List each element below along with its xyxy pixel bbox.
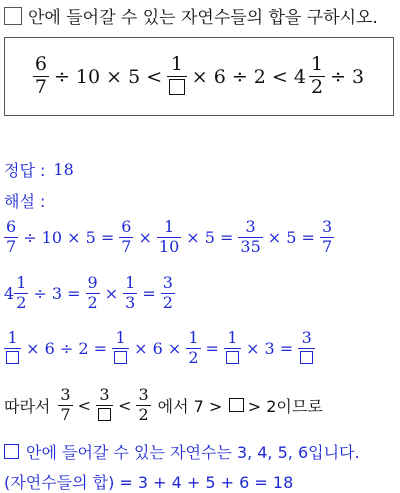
fraction: $\frac{6}{7}$ bbox=[6, 217, 17, 256]
explanation-label-line bbox=[4, 189, 45, 212]
fraction: 1 bbox=[112, 330, 129, 367]
answer-line bbox=[4, 158, 74, 181]
fraction: $\frac{3}{2}$ bbox=[138, 385, 149, 424]
blank-box-icon bbox=[229, 398, 243, 412]
operators: × bbox=[104, 283, 119, 303]
conclusion-text-1: 안에 들어갈 수 있는 자연수는 3, 4, 5, 6입니다. bbox=[26, 443, 360, 462]
answer-value: 18 bbox=[53, 160, 74, 179]
blank-box-icon bbox=[6, 351, 19, 364]
blank-box-icon bbox=[4, 444, 19, 459]
blank-box-icon bbox=[4, 7, 22, 25]
fraction-6-7: $\frac{6}{7}$ bbox=[34, 53, 47, 98]
fraction: 1 bbox=[4, 330, 21, 367]
fraction: $\frac{6}{7}$ bbox=[121, 217, 132, 256]
fraction: $\frac{1}{2}$ bbox=[188, 328, 199, 367]
fraction: $\frac{3}{7}$ bbox=[60, 385, 71, 424]
operators: × 6 ÷ 2 = bbox=[26, 338, 108, 358]
fraction: $\frac{9}{2}$ bbox=[87, 273, 98, 312]
solution-step-1 bbox=[4, 219, 336, 256]
inequality-text: 에서 7 > bbox=[157, 396, 223, 416]
fraction: $\frac{1}{2}$ bbox=[16, 273, 27, 312]
solution-step-3 bbox=[4, 330, 317, 367]
question-text: 안에 들어갈 수 있는 자연수들의 합을 구하시오. bbox=[28, 8, 378, 28]
blank-box-icon bbox=[98, 408, 111, 421]
explanation-label: 해설 : bbox=[4, 192, 46, 211]
blank-box-icon bbox=[169, 79, 185, 95]
fraction: $\frac{3}{35}$ bbox=[240, 217, 261, 256]
fraction-1-box: 1 bbox=[167, 55, 187, 98]
operators: × 5 = bbox=[186, 227, 234, 247]
fraction: $\frac{1}{3}$ bbox=[125, 273, 136, 312]
inequality-end-text: > 2이므로 bbox=[247, 396, 323, 416]
fraction: 3 bbox=[96, 387, 113, 424]
operators: × 6 × bbox=[134, 338, 182, 358]
problem-expression-box bbox=[4, 37, 394, 116]
whole-number: 4 bbox=[4, 283, 15, 303]
blank-box-icon bbox=[114, 351, 127, 364]
blank-box-icon bbox=[300, 351, 313, 364]
fraction: $\frac{3}{2}$ bbox=[162, 273, 173, 312]
conclusion-line-1 bbox=[4, 440, 360, 463]
answer-label: 정답 : bbox=[4, 161, 46, 180]
conclusion-text-2: (자연수들의 합) = 3 + 4 + 5 + 6 = 18 bbox=[4, 473, 294, 492]
therefore-text: 따라서 bbox=[4, 396, 51, 416]
operators: ÷ 10 × 5 = bbox=[23, 227, 115, 247]
blank-box-icon bbox=[226, 351, 239, 364]
fraction: $\frac{3}{7}$ bbox=[321, 217, 333, 256]
question-line bbox=[4, 3, 378, 28]
fraction-1-2: $\frac{1}{2}$ bbox=[310, 53, 324, 98]
operators: × 3 = bbox=[246, 338, 294, 358]
operators: = bbox=[142, 283, 156, 303]
operators: < bbox=[118, 395, 132, 415]
expr-ops-2: × 6 ÷ 2 < 4 bbox=[191, 65, 306, 88]
fraction: $\frac{1}{10}$ bbox=[158, 217, 180, 256]
expr-ops-1: ÷ 10 × 5 < bbox=[53, 65, 163, 88]
solution-step-4 bbox=[4, 387, 323, 424]
operators: × bbox=[138, 227, 152, 247]
fraction: 3 bbox=[298, 330, 315, 367]
operators: × 5 = bbox=[267, 227, 315, 247]
operators: ÷ 3 = bbox=[33, 283, 81, 303]
operators: < bbox=[77, 395, 91, 415]
expr-ops-3: ÷ 3 bbox=[330, 65, 365, 88]
conclusion-line-2 bbox=[4, 470, 293, 493]
fraction: 1 bbox=[224, 330, 241, 367]
solution-step-2 bbox=[4, 275, 177, 312]
operators: = bbox=[205, 338, 219, 358]
